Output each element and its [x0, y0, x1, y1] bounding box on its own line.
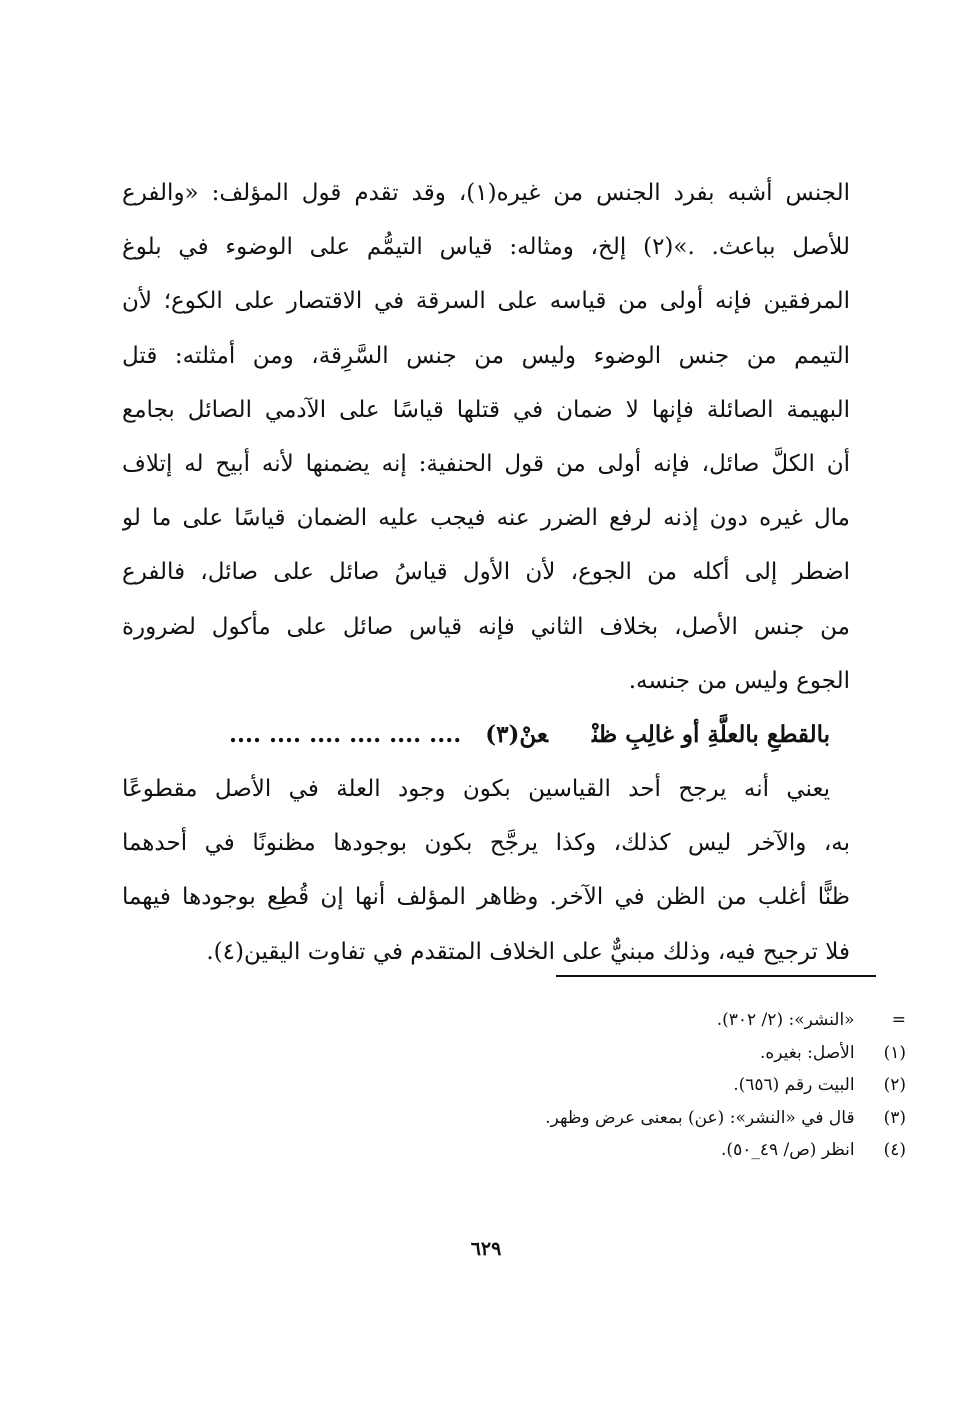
footnotes	[300, 1004, 906, 1167]
verse-line	[122, 708, 850, 762]
page-number: ٦٢٩	[470, 1238, 502, 1260]
text-line: مال غيره دون إذنه لرفع الضرر عنه فيجب عليه الضمان قياسًا على ما لو	[122, 505, 850, 532]
verse-dots: .... .... .... .... .... ....	[229, 720, 462, 748]
footnote-item	[300, 1102, 906, 1135]
footnote-text: الأصل: بغيره.	[759, 1042, 855, 1063]
footnote-number: (١)	[883, 1042, 906, 1063]
footnote-item	[300, 1069, 906, 1102]
footnote-number: (٣)	[883, 1107, 906, 1128]
text-line: ظنًّا أغلب من الظن في الآخر. وظاهر المؤلف أنها إن قُطِع بوجودها فيهما	[122, 884, 850, 911]
main-text-block	[122, 166, 850, 979]
text-line: أن الكلَّ صائل، فإنه أولى من قول الحنفية: إنه يضمنها لأنه أبيح له إتلاف	[122, 450, 850, 477]
footnote-item	[300, 1134, 906, 1167]
text-line: الجنس أشبه بفرد الجنس من غيره(١)، وقد تقدم قول المؤلف: «والفرع	[122, 180, 850, 206]
footnote-number: =	[891, 1010, 906, 1030]
footnote-number: (٤)	[883, 1140, 906, 1161]
footnote-text: انظر (ص/ ٤٩_٥٠).	[721, 1140, 855, 1161]
text-line: فلا ترجيح فيه، وذلك مبنيٌّ على الخلاف المتقدم في تفاوت اليقين(٤).	[206, 938, 850, 965]
footnote-text: البيت رقم (٦٥٦).	[733, 1075, 855, 1096]
text-line: الجوع وليس من جنسه.	[628, 667, 850, 694]
footnote-item	[300, 1037, 906, 1070]
footnote-item	[300, 1004, 906, 1037]
text-line: التيمم من جنس الوضوء وليس من جنس السَّرِقة، ومن أمثلته: قتل	[122, 342, 850, 369]
footnote-divider	[556, 975, 876, 977]
verse-text: بالقطعِ بالعلَّةِ أو غالِبِ ظنْ	[591, 720, 830, 748]
footnote-text: «النشر»: (٢/ ٣٠٢).	[716, 1010, 855, 1030]
text-line: به، والآخر ليس كذلك، وكذا يرجَّح بكون بوجودها مظنونًا في أحدهما	[122, 830, 850, 857]
footnote-text: قال في «النشر»: (عن) بمعنى عرض وظهر.	[545, 1107, 855, 1128]
text-line: المرفقين فإنه أولى من قياسه على السرقة في الاقتصار على الكوع؛ لأن	[122, 288, 850, 315]
text-line: من جنس الأصل، بخلاف الثاني فإنه قياس صائل على مأكول لضرورة	[122, 613, 850, 640]
footnote-number: (٢)	[883, 1075, 906, 1096]
text-line: للأصل بباعث. .»(٢) إلخ، ومثاله: قياس التيمُّم على الوضوء في بلوغ	[122, 234, 850, 261]
text-line: اضطر إلى أكله من الجوع، لأن الأول قياسُ صائل على صائل، فالفرع	[122, 559, 850, 586]
verse-word: عنْ(٣)	[485, 720, 548, 748]
text-line: يعني أنه يرجح أحد القياسين بكون وجود العلة في الأصل مقطوعًا	[122, 776, 830, 803]
text-line: البهيمة الصائلة فإنها لا ضمان في قتلها قياسًا على الآدمي الصائل بجامع	[122, 396, 850, 423]
